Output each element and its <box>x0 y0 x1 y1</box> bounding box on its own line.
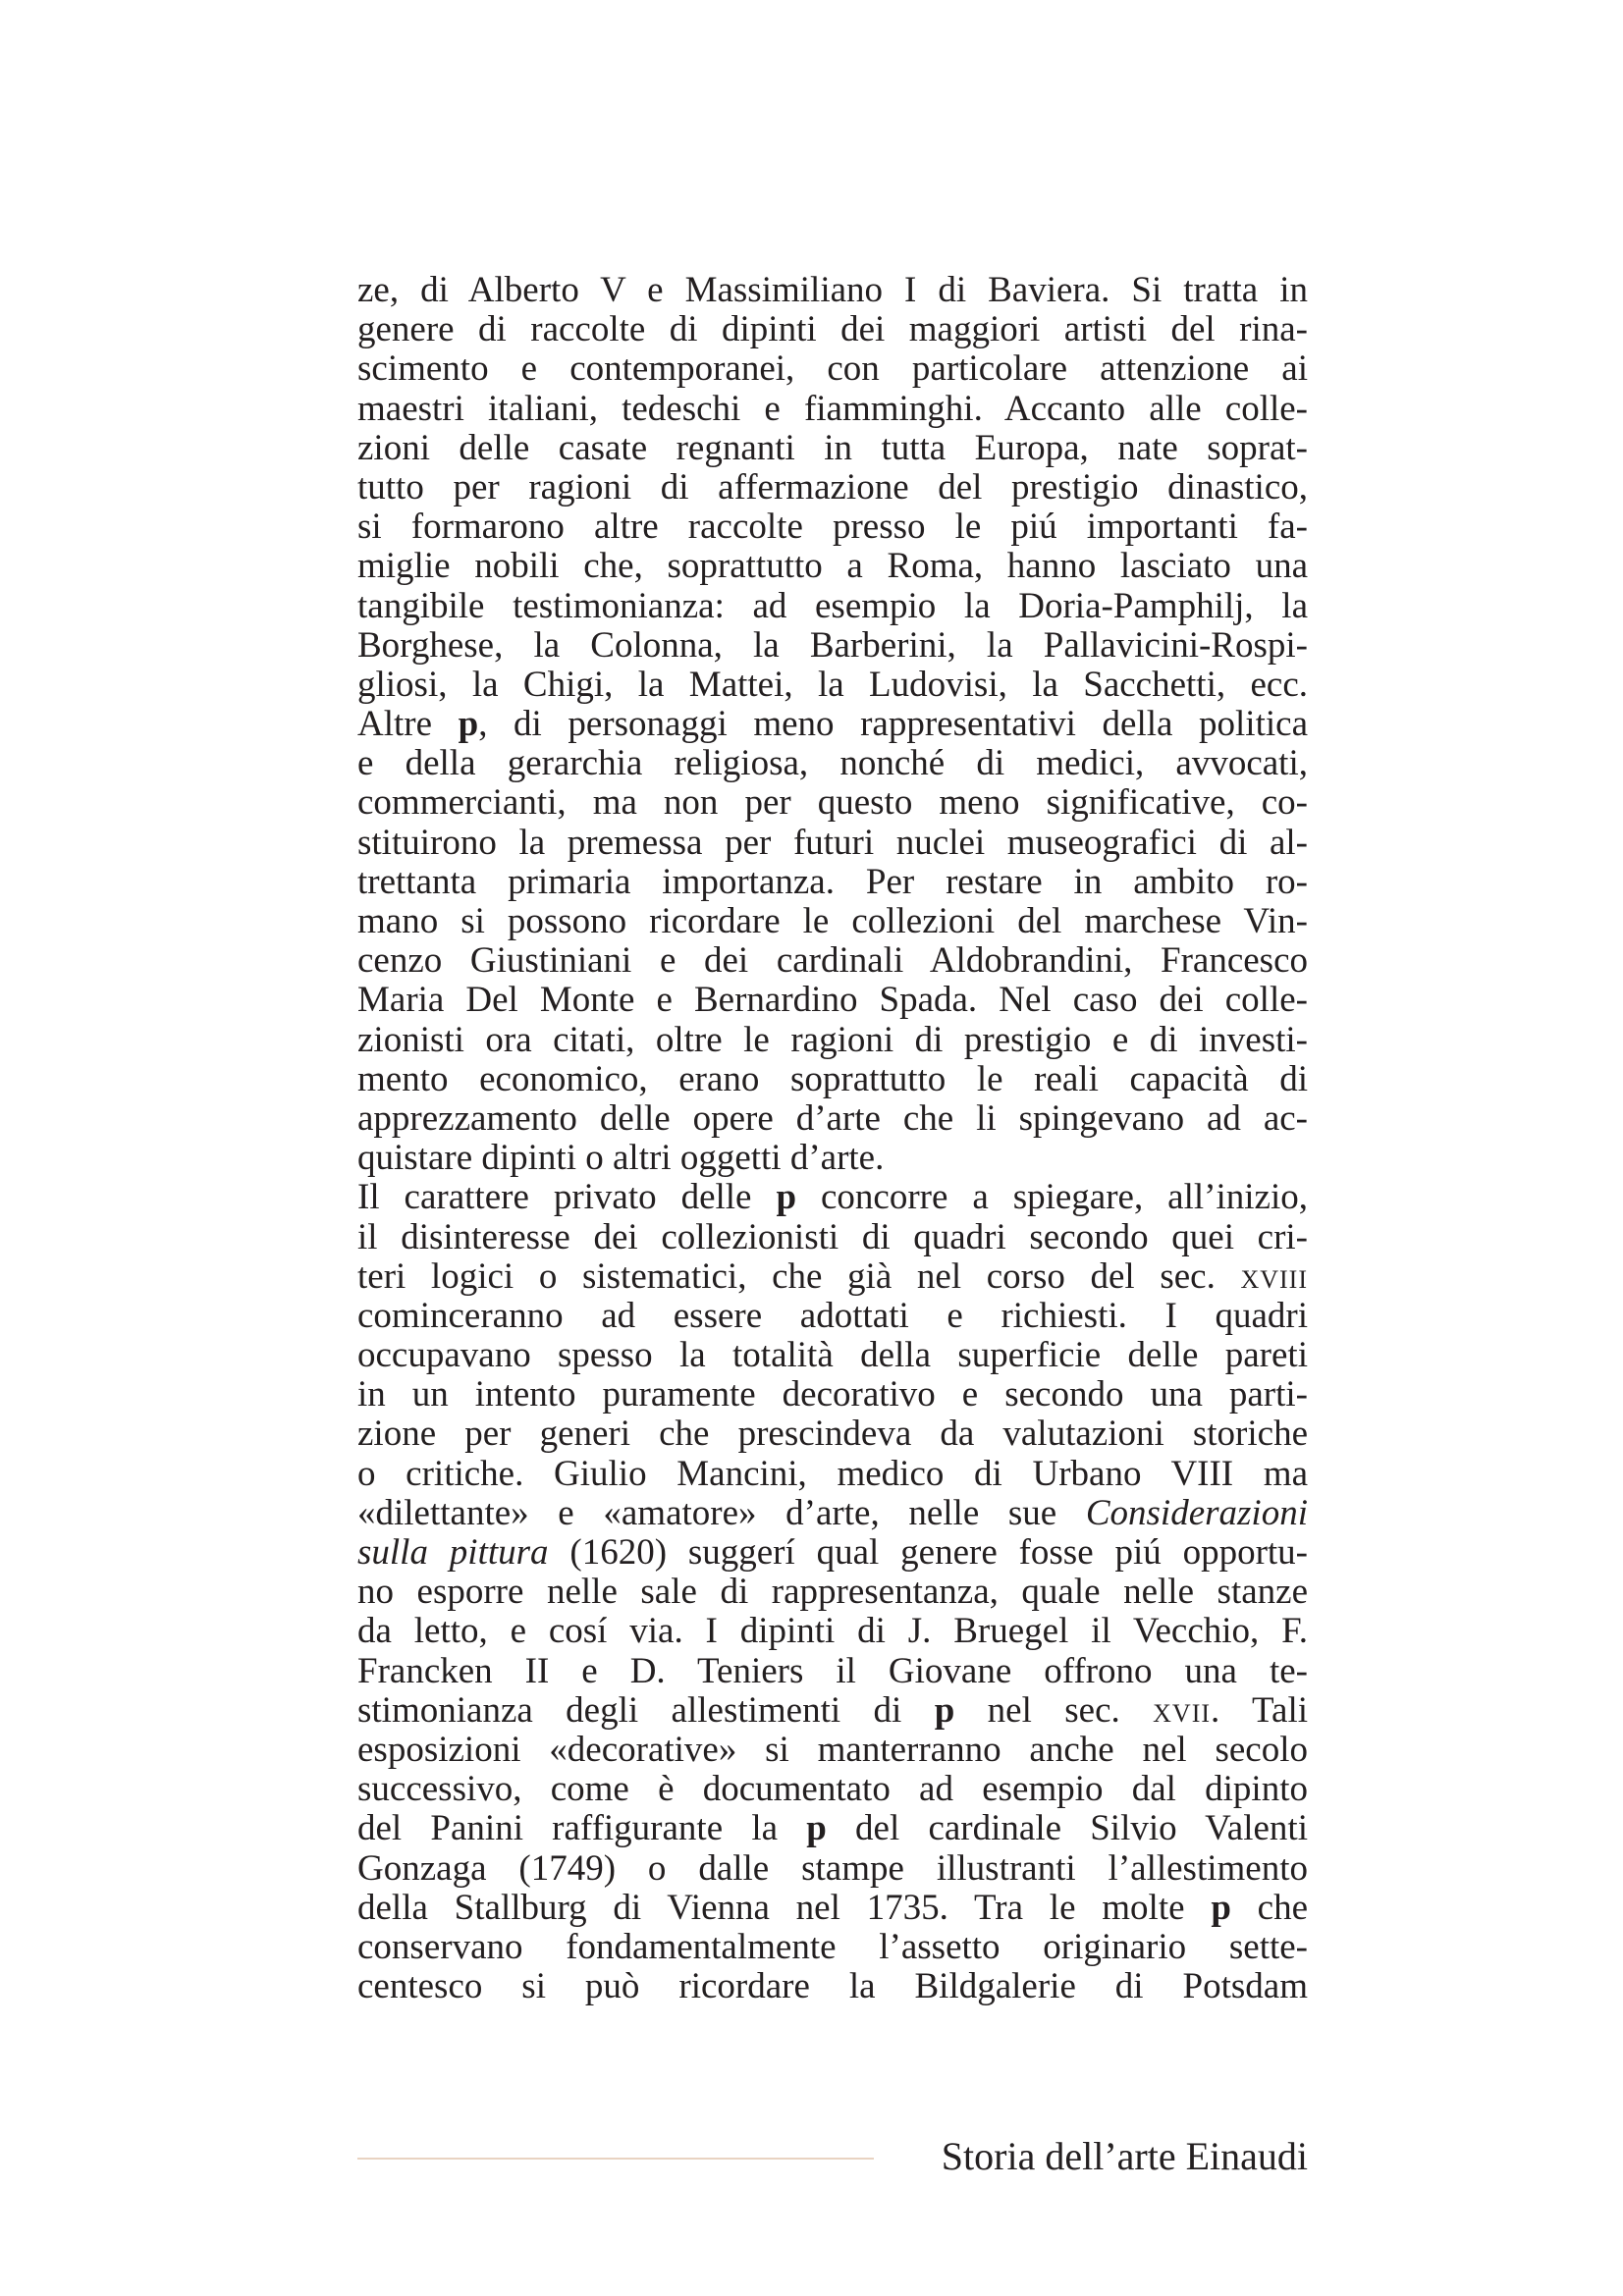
text-segment: gliosi, la Chigi, la Mattei, la Ludovisi, la Sacchetti, ecc. <box>357 665 1308 705</box>
text-segment: centesco si può ricordare la Bildgalerie di Potsdam <box>357 1967 1308 2007</box>
text-line <box>357 1257 1308 1297</box>
text-segment: «dilettante» e «amatore» d’arte, nelle sue <box>357 1493 1086 1533</box>
text-segment: da letto, e cosí via. I dipinti di J. Bruegel il Vecchio, F. <box>357 1612 1308 1652</box>
entry-abbreviation: p <box>806 1809 827 1849</box>
text-segment: teri logici o sistematici, che già nel corso del sec. <box>357 1256 1241 1297</box>
text-segment: zionisti ora citati, oltre le ragioni di prestigio e di investi- <box>357 1020 1308 1060</box>
text-segment: (1620) suggerí qual genere fosse piú opportu- <box>548 1533 1308 1573</box>
text-line <box>357 1455 1308 1494</box>
text-segment: apprezzamento delle opere d’arte che li spingevano ad ac- <box>357 1098 1308 1139</box>
text-segment: trettanta primaria importanza. Per restare in ambito ro- <box>357 862 1308 902</box>
footer-title: Storia dell’arte Einaudi <box>941 2134 1308 2178</box>
text-line <box>357 941 1308 981</box>
entry-abbreviation: p <box>458 705 479 745</box>
book-title: Considerazioni <box>1085 1493 1308 1533</box>
text-segment: scimento e contemporanei, con particolare attenzione ai <box>357 349 1308 390</box>
entry-abbreviation: p <box>776 1178 797 1218</box>
text-line <box>357 1770 1308 1809</box>
text-segment: conservano fondamentalmente l’assetto originario sette- <box>357 1927 1308 1967</box>
text-line <box>357 587 1308 626</box>
text-segment: Maria Del Monte e Bernardino Spada. Nel caso dei colle- <box>357 981 1308 1021</box>
text-segment: mento economico, erano soprattutto le reali capacità di <box>357 1059 1308 1099</box>
text-segment: Altre <box>357 705 459 745</box>
roman-numeral: xviii <box>1240 1256 1308 1297</box>
roman-numeral: xvii <box>1153 1690 1212 1731</box>
text-line <box>357 824 1308 863</box>
text-line <box>357 1178 1308 1217</box>
text-line <box>357 1612 1308 1651</box>
text-segment: maestri italiani, tedeschi e fiamminghi. Accanto alle colle- <box>357 389 1308 429</box>
text-segment: della Stallburg di Vienna nel 1735. Tra le molte <box>357 1888 1212 1928</box>
text-segment: . Tali <box>1211 1690 1308 1731</box>
text-segment: Francken II e D. Teniers il Giovane offrono una te- <box>357 1651 1308 1691</box>
text-segment: cenzo Giustiniani e dei cardinali Aldobrandini, Francesco <box>357 941 1308 982</box>
text-line <box>357 744 1308 783</box>
text-line <box>357 863 1308 902</box>
text-line <box>357 1967 1308 2006</box>
text-line <box>357 1691 1308 1731</box>
text-segment: mano si possono ricordare le collezioni del marchese Vin- <box>357 902 1308 941</box>
text-segment: zione per generi che prescindeva da valutazioni storiche <box>357 1415 1308 1455</box>
text-segment: o critiche. Giulio Mancini, medico di Urbano VIII ma <box>357 1454 1308 1494</box>
text-line <box>357 1336 1308 1375</box>
text-line <box>357 507 1308 547</box>
text-line <box>357 390 1308 429</box>
text-segment: che <box>1230 1888 1308 1928</box>
text-line <box>357 1652 1308 1691</box>
book-title: sulla pittura <box>357 1533 549 1573</box>
text-line <box>357 429 1308 468</box>
text-line <box>357 666 1308 705</box>
text-line <box>357 1139 1308 1178</box>
text-segment: tangibile testimonianza: ad esempio la Doria-Pamphilj, la <box>357 586 1308 626</box>
entry-abbreviation: p <box>934 1690 955 1731</box>
text-segment: , di personaggi meno rappresentativi della politica <box>478 705 1308 745</box>
text-line <box>357 1573 1308 1612</box>
text-line <box>357 783 1308 823</box>
text-line <box>357 1060 1308 1099</box>
text-line <box>357 271 1308 310</box>
text-segment: nel sec. <box>954 1690 1154 1731</box>
text-segment: e della gerarchia religiosa, nonché di medici, avvocati, <box>357 744 1308 784</box>
text-line <box>357 468 1308 507</box>
text-line <box>357 705 1308 744</box>
text-line <box>357 1928 1308 1967</box>
page-footer <box>357 2132 1308 2181</box>
text-line <box>357 1889 1308 1928</box>
text-line <box>357 902 1308 941</box>
text-segment: genere di raccolte di dipinti dei maggiori artisti del rina- <box>357 310 1308 350</box>
text-segment: stituirono la premessa per futuri nuclei museografici di al- <box>357 823 1308 863</box>
text-segment: esposizioni «decorative» si manterranno anche nel secolo <box>357 1730 1308 1770</box>
text-line <box>357 1099 1308 1139</box>
text-line <box>357 1218 1308 1257</box>
text-segment: in un intento puramente decorativo e secondo una parti- <box>357 1375 1308 1415</box>
text-line <box>357 1021 1308 1060</box>
text-line <box>357 349 1308 389</box>
text-segment: miglie nobili che, soprattutto a Roma, hanno lasciato una <box>357 547 1308 587</box>
footer-rule <box>357 2158 874 2160</box>
text-segment: del cardinale Silvio Valenti <box>826 1809 1308 1849</box>
text-segment: del Panini raffigurante la <box>357 1809 807 1849</box>
text-segment: Il carattere privato delle <box>357 1178 777 1218</box>
text-line <box>357 1494 1308 1533</box>
text-segment: concorre a spiegare, all’inizio, <box>796 1178 1308 1218</box>
text-segment: si formarono altre raccolte presso le piú importanti fa- <box>357 507 1308 548</box>
text-line <box>357 626 1308 666</box>
text-segment: quistare dipinti o altri oggetti d’arte. <box>357 1139 885 1179</box>
text-segment: stimonianza degli allestimenti di <box>357 1690 935 1731</box>
text-line <box>357 1533 1308 1573</box>
entry-abbreviation: p <box>1211 1888 1231 1928</box>
text-segment: cominceranno ad essere adottati e richiesti. I quadri <box>357 1296 1308 1336</box>
text-line <box>357 981 1308 1020</box>
text-segment: tutto per ragioni di affermazione del prestigio dinastico, <box>357 467 1308 507</box>
text-line <box>357 1297 1308 1336</box>
text-segment: occupavano spesso la totalità della superficie delle pareti <box>357 1336 1308 1376</box>
text-line <box>357 310 1308 349</box>
text-segment: zioni delle casate regnanti in tutta Europa, nate soprat- <box>357 428 1308 468</box>
text-segment: il disinteresse dei collezionisti di quadri secondo quei cri- <box>357 1217 1308 1257</box>
text-line <box>357 547 1308 586</box>
body-text <box>357 271 1308 2006</box>
text-line <box>357 1849 1308 1889</box>
text-segment: commercianti, ma non per questo meno significative, co- <box>357 783 1308 824</box>
text-segment: ze, di Alberto V e Massimiliano I di Baviera. Si tratta in <box>357 271 1308 310</box>
text-line <box>357 1415 1308 1454</box>
text-segment: no esporre nelle sale di rappresentanza, quale nelle stanze <box>357 1573 1308 1613</box>
text-segment: Borghese, la Colonna, la Barberini, la Pallavicini-Rospi- <box>357 625 1308 666</box>
text-line <box>357 1809 1308 1848</box>
text-line <box>357 1375 1308 1415</box>
text-line <box>357 1731 1308 1770</box>
text-segment: successivo, come è documentato ad esempio dal dipinto <box>357 1770 1308 1810</box>
text-segment: Gonzaga (1749) o dalle stampe illustranti l’allestimento <box>357 1848 1308 1889</box>
